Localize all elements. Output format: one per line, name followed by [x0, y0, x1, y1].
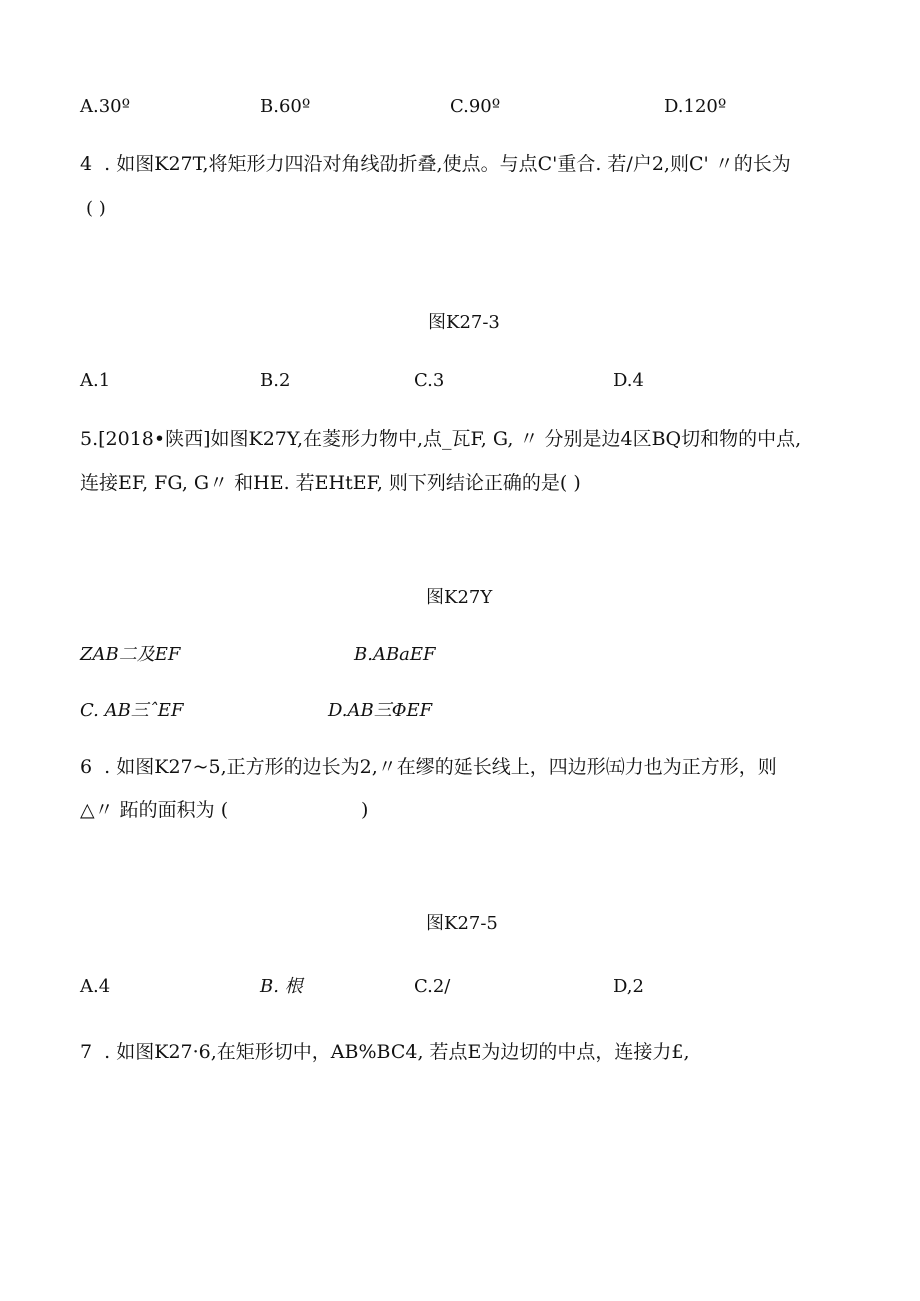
- q4-option-b: B.2: [260, 370, 291, 391]
- q5-text-line2: 连接EF, FG, G〃 和HE. 若EHtEF, 则下列结论正确的是( ): [80, 472, 581, 494]
- q5-figure-caption: 图K27Y: [426, 587, 493, 608]
- q3-option-d: D.120º: [664, 96, 727, 117]
- q6-figure-caption: 图K27-5: [426, 913, 498, 934]
- q6-text-line1: 6 . 如图K27~5,正方形的边长为2,〃在缪的延长线上，四边形㈤力也为正方形，则: [80, 756, 777, 778]
- q6-option-c: C.2/: [414, 976, 451, 997]
- q4-option-d: D.4: [613, 370, 644, 391]
- q4-text-line2: ( ): [86, 198, 106, 219]
- q7-text-line1: 7 . 如图K27·6,在矩形切中，AB%BC4, 若点E为边切的中点，连接力£,: [80, 1041, 690, 1063]
- q5-option-d: D.AB三ΦEF: [328, 700, 433, 721]
- q6-option-b: B. 根: [260, 976, 303, 997]
- q5-option-b: B.ABaEF: [354, 644, 436, 665]
- q4-option-a: A.1: [80, 370, 111, 391]
- q5-text-line1: 5.[2018•陕西]如图K27Y,在菱形力物中,点_瓦F, G, 〃 分别是边4区BQ切和物的中点,: [80, 428, 802, 450]
- q3-option-c: C.90º: [450, 96, 501, 117]
- q5-option-c: C. AB三ˆEF: [80, 700, 184, 721]
- q4-option-c: C.3: [414, 370, 445, 391]
- q3-option-a: A.30º: [80, 96, 131, 117]
- q4-figure-caption: 图K27-3: [428, 312, 500, 333]
- q6-text-line2: △〃 跖的面积为 ( ): [80, 799, 369, 821]
- q4-text-line1: 4 . 如图K27T,将矩形力四沿对角线劭折叠,使点。与点C'重合. 若/户2,则C' 〃的长为: [80, 153, 791, 175]
- q3-option-b: B.60º: [260, 96, 311, 117]
- q5-option-a: ZAB二及EF: [80, 644, 181, 665]
- q6-option-d: D,2: [613, 976, 644, 997]
- q6-option-a: A.4: [80, 976, 111, 997]
